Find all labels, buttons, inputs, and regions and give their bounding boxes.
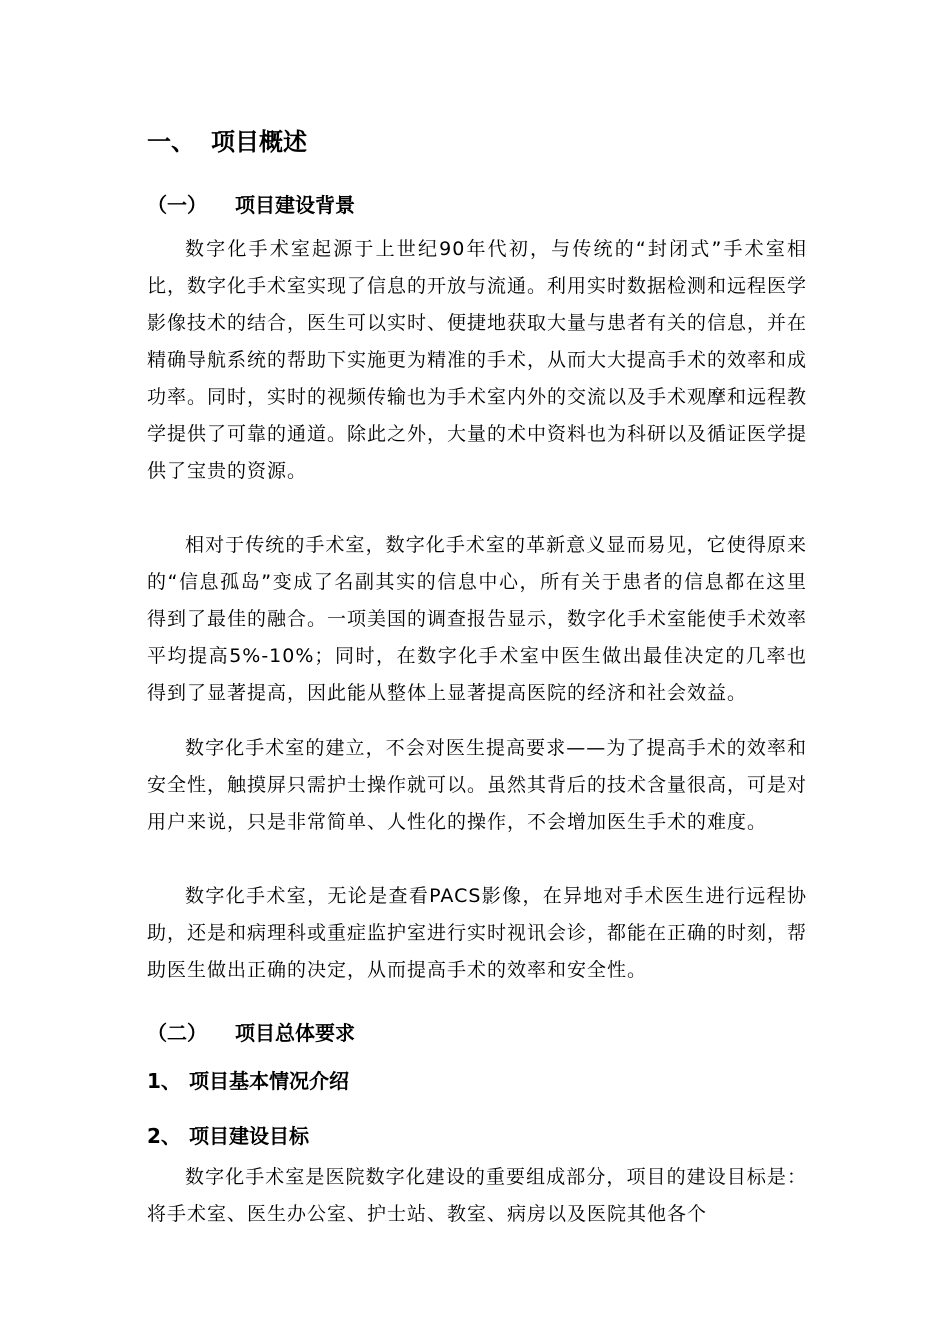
paragraph-background-3: 数字化手术室的建立，不会对医生提高要求——为了提高手术的效率和安全性，触摸屏只需护士操作就可以。虽然其背后的技术含量很高，可是对用户来说，只是非常简单、人性化的操作，不会增加医生手术的难度。 (147, 737, 808, 833)
subsection-title: 项目总体要求 (235, 1021, 355, 1045)
section-number: 一、 (147, 128, 195, 156)
paragraph-background-1: 数字化手术室起源于上世纪90年代初，与传统的“封闭式”手术室相比，数字化手术室实现了信息的开放与流通。利用实时数据检测和远程医学影像技术的结合，医生可以实时、便捷地获取大量与患者有关的信息，并在精确导航系统的帮助下实施更为精准的手术，从而大大提高手术的效率和成功率。同时，实时的视频传输也为手术室内外的交流以及手术观摩和远程教学提供了可靠的通道。除此之外，大量的术中资料也为科研以及循证医学提供了宝贵的资源。 (147, 238, 808, 482)
subsection-number: （二） (147, 1021, 207, 1045)
item-number: 2、 (147, 1124, 181, 1148)
subsection-title: 项目建设背景 (235, 193, 355, 217)
paragraph-background-2: 相对于传统的手术室，数字化手术室的革新意义显而易见，它使得原来的“信息孤岛”变成了名副其实的信息中心，所有关于患者的信息都在这里得到了最佳的融合。一项美国的调查报告显示，数字化手术室能使手术效率平均提高5%-10%；同时，在数字化手术室中医生做出最佳决定的几率也得到了显著提高，因此能从整体上显著提高医院的经济和社会效益。 (147, 534, 808, 704)
paragraph-goal: 数字化手术室是医院数字化建设的重要组成部分，项目的建设目标是：将手术室、医生办公室、护士站、教室、病房以及医院其他各个 (147, 1166, 807, 1225)
item-number: 1、 (147, 1069, 181, 1093)
subsection-heading-background (147, 190, 355, 220)
section-title: 项目概述 (211, 128, 307, 156)
item-heading-basic-info (147, 1066, 349, 1096)
section-heading-overview (147, 124, 307, 160)
item-heading-goals (147, 1121, 309, 1151)
subsection-heading-requirements (147, 1018, 355, 1048)
item-title: 项目基本情况介绍 (189, 1069, 349, 1093)
item-title: 项目建设目标 (189, 1124, 309, 1148)
subsection-number: （一） (147, 193, 207, 217)
paragraph-background-4: 数字化手术室，无论是查看PACS影像，在异地对手术医生进行远程协助，还是和病理科或重症监护室进行实时视讯会诊，都能在正确的时刻，帮助医生做出正确的决定，从而提高手术的效率和安全性。 (147, 885, 808, 981)
